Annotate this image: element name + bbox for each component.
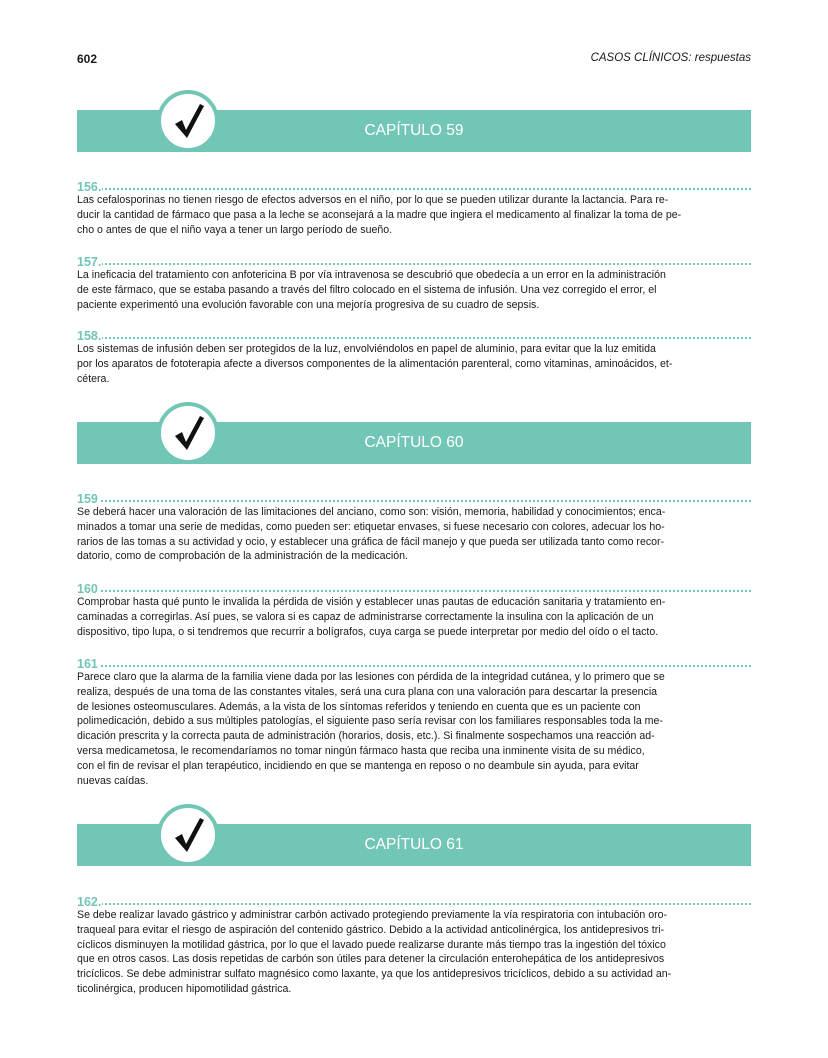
answer-162: [77, 893, 751, 997]
answer-text: Se deberá hacer una valoración de las limitaciones del anciano, como son: visión, memoria, habilidad y conocimientos; enca- minados a tomar una serie de medidas, como pueden ser: etiquetar envases, si fuese necesario con colores, adecuar los ho- rarios de las tomas a su actividad y ocio, y establecer una gráfica de fácil manejo y que pueda ser utilizada tanto como recor- datorio, como de comprobación de la administración de la medicación.: [77, 506, 666, 563]
dotted-leader: [77, 665, 751, 667]
page-header: [77, 52, 751, 70]
chapter-banner-59: [77, 110, 751, 152]
answer-text: Parece claro que la alarma de la familia viene dada por las lesiones con pérdida de la integridad cutánea, y lo primero que se realiza, después de una toma de las constantes vitales, será una cura plana con una valoración para descartar la presencia de lesiones osteomusculares. Además, a la vista de los síntomas referidos y teniendo en cuenta que es un paciente con polimedicación, debido a sus múltiples patologías, el siguiente paso sería revisar con los familiares responsables toda la me- dicación prescrita y la correcta pauta de administración (horarios, dosis, etc.). Si finalmente sospechamos una reacción ad- versa medicametosa, le recomendaríamos no tomar ningún fármaco hasta que reciba una inminente visita de su médico, con el fin de revisar el plan terapéutico, incidiendo en que se mantenga en reposo o no deambule sin ayuda, para evitar nuevas caídas.: [77, 671, 665, 787]
answer-157: [77, 253, 751, 312]
running-title: CASOS CLÍNICOS: respuestas: [590, 52, 751, 64]
chapter-title: CAPÍTULO 60: [364, 434, 464, 451]
answer-number: 159: [77, 492, 98, 506]
answer-159: [77, 490, 751, 564]
answer-156: [77, 178, 751, 237]
answer-number: 158.: [77, 329, 102, 343]
chapter-title: CAPÍTULO 59: [364, 122, 464, 139]
page-number: 602: [77, 52, 98, 66]
answer-text: La ineficacia del tratamiento con anfotericina B por vía intravenosa se descubrió que obedecía a un error en la administración de este fármaco, que se estaba pasando a través del filtro colocado en el sistema de infusión. Una vez corregido el error, el paciente experimentó una evolución favorable con una mejoría progresiva de su cuadro de sepsis.: [77, 269, 666, 311]
answer-number: 156.: [77, 180, 102, 194]
chapter-banner-60: [77, 422, 751, 464]
answer-160: [77, 580, 751, 639]
answer-number: 157.: [77, 255, 102, 269]
chapter-banner-61: [77, 824, 751, 866]
answer-text: Las cefalosporinas no tienen riesgo de efectos adversos en el niño, por lo que se pueden utilizar durante la lactancia. Para re- ducir la cantidad de fármaco que pasa a la leche se aconsejará a la madre que ingiera el medicamento al finalizar la toma de pe- cho o antes de que el niño vaya a tener un largo período de sueño.: [77, 194, 682, 236]
answer-number: 161: [77, 657, 98, 671]
answer-161: [77, 655, 751, 788]
dotted-leader: [77, 263, 751, 265]
answer-text: Se debe realizar lavado gástrico y administrar carbón activado protegiendo previamente la vía respiratoria con intubación oro- traqueal para evitar el riesgo de aspiración del contenido gástrico. Debido a la actividad anticolinérgica, los antidepresivos tri- cíclicos disminuyen la motilidad gástrica, por lo que el lavado puede realizarse durante más tiempo tras la ingestión del tóxico que en otros casos. Las dosis repetidas de carbón son útiles para detener la circulación enterohepática de los antidepresivos tricíclicos. Se debe administrar sulfato magnésico como laxante, ya que los antidepresivos tricíclicos, debido a su actividad an- ticolinérgica, producen hipomotilidad gástrica.: [77, 909, 672, 995]
dotted-leader: [77, 903, 751, 905]
chapter-title: CAPÍTULO 61: [364, 836, 464, 853]
answer-text: Comprobar hasta qué punto le invalida la pérdida de visión y establecer unas pautas de educación sanitaria y tratamiento en- caminadas a corregirlas. Así pues, se valora si es capaz de administrarse correctamente la insulina con la aplicación de un dispositivo, tipo lupa, o si tendremos que recurrir a bolígrafos, cuya carga se puede interpretar por medio del oído o el tacto.: [77, 596, 666, 638]
dotted-leader: [77, 337, 751, 339]
answer-158: [77, 327, 751, 386]
dotted-leader: [77, 500, 751, 502]
dotted-leader: [77, 188, 751, 190]
dotted-leader: [77, 590, 751, 592]
answer-number: 160: [77, 582, 98, 596]
answer-number: 162.: [77, 895, 102, 909]
answer-text: Los sistemas de infusión deben ser protegidos de la luz, envolviéndolos en papel de aluminio, para evitar que la luz emitida por los aparatos de fototerapia afecte a diversos componentes de la alimentación parenteral, como vitaminas, aminoácidos, et- cétera.: [77, 343, 673, 385]
